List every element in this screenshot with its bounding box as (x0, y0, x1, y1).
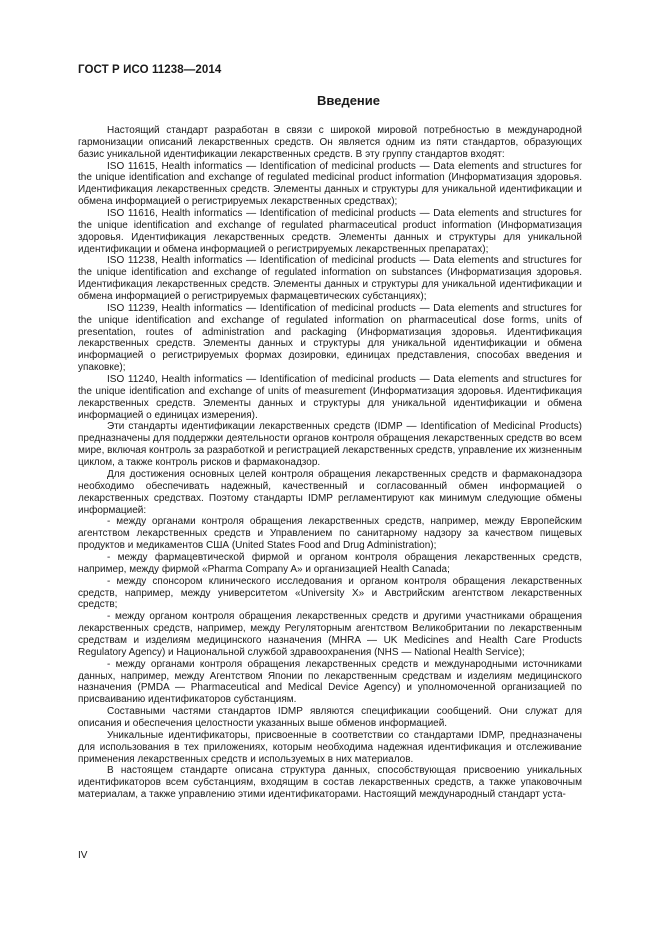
list-item-regulators: - между органами контроля обращения лекарственных средств, например, между Европейским агентством лекарственных средств и Управлением по санитарному надзору за качеством пищевых продуктов и медикаментов США (United States Food and Drug Administration); (78, 516, 582, 552)
paragraph-exchange-requirements: Для достижения основных целей контроля обращения лекарственных средств и фармаконадзора необходимо обеспечивать надежный, качественный и согласованный обмен информацией о лекарственных средствах. Поэтому стандарты IDMP регламентируют как минимум следующие обмены информацией: (78, 468, 582, 516)
paragraph-iso-11240: ISO 11240, Health informatics — Identification of medicinal products — Data elements and structures for the unique identification and exchange of units of measurement (Информатизация здоровья. Идентификация лекарственных средств. Элементы данных и структуры для уникальной идентификации и обмена информацией о единицах измерения). (78, 374, 582, 421)
paragraph-intro: Настоящий стандарт разработан в связи с широкой мировой потребностью в международной гармонизации описаний лекарственных средств. Он является одним из пяти стандартов, образующих базис уникальной идентификации лекарственных средств. В эту группу стандартов входят: (78, 125, 582, 160)
paragraph-data-structure: В настоящем стандарте описана структура данных, способствующая присвоению уникальных идентификаторов всем субстанциям, входящим в состав лекарственных средств, а также упаковочным материалам, а также управлению этими идентификаторами. Настоящий международный стандарт уста- (78, 765, 582, 801)
list-item-pharma-company: - между фармацевтической фирмой и органом контроля обращения лекарственных средств, например, между фирмой «Pharma Company A» и организацией Health Canada; (78, 551, 582, 575)
paragraph-message-specs: Составными частями стандартов IDMP являются спецификации сообщений. Они служат для описания и обеспечения целостности указанных выше обменов информацией. (78, 706, 582, 729)
paragraph-iso-11238: ISO 11238, Health informatics — Identification of medicinal products — Data elements and structures for the unique identification and exchange of regulated information on substances (Информатизация здоровья. Идентификация лекарственных средств. Элементы данных и структуры для уникальной идентификации и обмена информацией о регистрируемых фармацевтических субстанциях); (78, 255, 582, 303)
paragraph-unique-identifiers: Уникальные идентификаторы, присвоенные в соответствии со стандартами IDMP, предназначены для использования в тех приложениях, которым необходима надежная идентификация и отслеживание применения лекарственных средств и используемых в них материалов. (78, 729, 582, 765)
list-item-international-sources: - между органами контроля обращения лекарственных средств и международными источниками данных, например, между Агентством Японии по лекарственным средствам и изделиям медицинского назначения (PMDA — Pharmaceutical and Medical Device Agency) и уполномоченной организацией по присваиванию идентификаторов субстанциям. (78, 658, 582, 706)
list-item-other-participants: - между органом контроля обращения лекарственных средств и другими участниками обращения лекарственных средств, например, между Регуляторным агентством Великобритании по лекарственным средствам и изделиям медицинского назначения (MHRA — UK Medicines and Health Care Products Regulatory Agency) и Национальной службой здравоохранения (NHS — National Health Service); (78, 611, 582, 658)
list-item-clinical-sponsor: - между спонсором клинического исследования и органом контроля обращения лекарственных средств, например, между университетом «University X» и Австрийским агентством лекарственных средств; (78, 575, 582, 611)
paragraph-iso-11239: ISO 11239, Health informatics — Identification of medicinal products — Data elements and structures for the unique identification and exchange of regulated information on pharmaceutical dose forms, units of presentation, routes of administration and packaging (Информатизация здоровья. Идентификация лекарственных средств. Элементы данных и структуры для уникальной идентификации и обмена информацией о регистрируемых формах дозировки, единицах представления, способах введения и упаковке); (78, 302, 582, 374)
paragraph-idmp-purpose: Эти стандарты идентификации лекарственных средств (IDMP — Identification of Medicinal Products) предназначены для поддержки деятельности органов контроля обращения лекарственных средств во всем мире, включая контроль за разработкой и регистрацией лекарственных средств, управление их жизненным циклом, а также контроль рисков и фармаконадзор. (78, 421, 582, 469)
section-title: Введение (317, 93, 380, 108)
body-text (78, 125, 582, 801)
document-header: ГОСТ Р ИСО 11238—2014 (78, 64, 222, 76)
paragraph-iso-11616: ISO 11616, Health informatics — Identification of medicinal products — Data elements and structures for the unique identification and exchange of regulated pharmaceutical product information (Информатизация здоровья. Идентификация лекарственных средств. Элементы данных и структуры для уникальной идентификации и обмена информацией о регистрируемых лекарственных препаратах); (78, 208, 582, 255)
paragraph-iso-11615: ISO 11615, Health informatics — Identification of medicinal products — Data elements and structures for the unique identification and exchange of regulated medicinal product information (Информатизация здоровья. Идентификация лекарственных средств. Элементы данных и структуры для уникальной идентификации и обмена информацией о регистрируемых лекарственных средствах); (78, 160, 582, 208)
page-number: IV (78, 850, 88, 861)
